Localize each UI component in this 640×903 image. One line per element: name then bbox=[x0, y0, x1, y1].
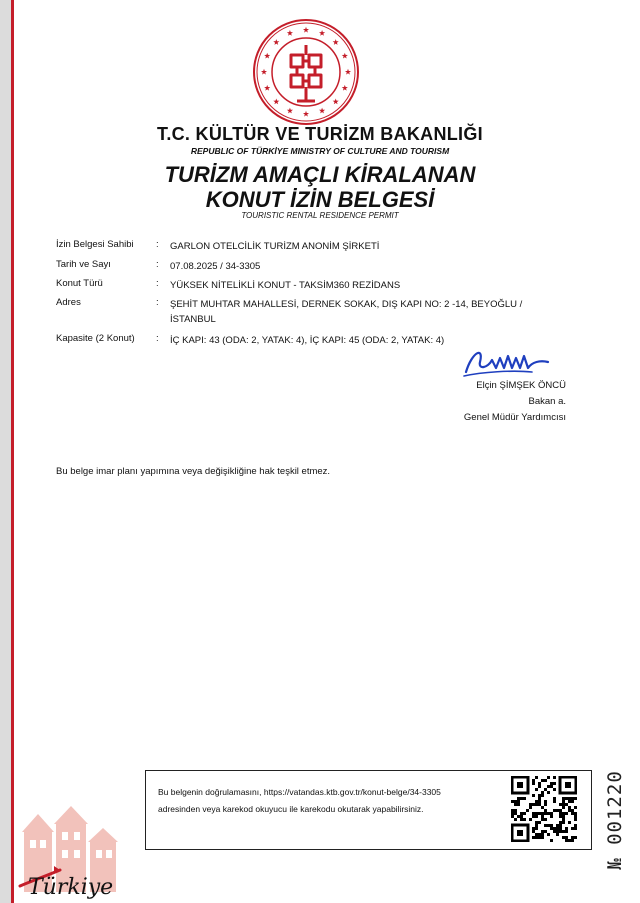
field-value: İÇ KAPI: 43 (ODA: 2, YATAK: 4), İÇ KAPI: 45 (ODA: 2, YATAK: 4) bbox=[170, 335, 445, 346]
turkiye-logo-icon bbox=[14, 800, 134, 900]
document-title-line2: KONUT İZİN BELGESİ bbox=[205, 187, 435, 212]
ministry-name: T.C. KÜLTÜR VE TURİZM BAKANLIĞI bbox=[157, 124, 483, 144]
signatory-name: Elçin ŞİMŞEK ÖNCÜ bbox=[476, 380, 566, 391]
field-label: Konut Türü bbox=[56, 278, 103, 289]
serial-number-text: № 001220 bbox=[604, 770, 626, 870]
field-label: Tarih ve Sayı bbox=[56, 259, 111, 270]
signatory-title: Genel Müdür Yardımcısı bbox=[463, 412, 566, 423]
verification-line2: adresinden veya karekod okuyucu ile karekodu okutarak yapabilirsiniz. bbox=[158, 804, 424, 814]
seal-star-icon bbox=[333, 39, 339, 45]
seal-star-icon bbox=[342, 53, 348, 59]
qr-code-icon[interactable] bbox=[511, 776, 577, 842]
field-residence-type bbox=[56, 278, 576, 293]
field-date-number bbox=[56, 259, 576, 274]
seal-star-icon bbox=[303, 27, 309, 33]
seal-star-icon bbox=[287, 108, 293, 114]
field-value: GARLON OTELCİLİK TURİZM ANONİM ŞİRKETİ bbox=[170, 241, 380, 252]
field-value: YÜKSEK NİTELİKLİ KONUT - TAKSİM360 REZİDANS bbox=[170, 280, 401, 291]
serial-number bbox=[598, 770, 632, 870]
seal-star-icon bbox=[264, 53, 270, 59]
seal-star-icon bbox=[303, 111, 309, 117]
verification-box bbox=[145, 770, 592, 850]
field-separator: : bbox=[156, 259, 159, 270]
seal-star-icon bbox=[273, 99, 279, 105]
seal-star-icon bbox=[264, 85, 270, 91]
field-separator: : bbox=[156, 239, 159, 250]
field-label: Kapasite (2 Konut) bbox=[56, 333, 135, 344]
field-separator: : bbox=[156, 278, 159, 289]
seal-star-icon bbox=[342, 85, 348, 91]
verification-text bbox=[158, 784, 488, 818]
seal-star-icon bbox=[319, 108, 325, 114]
seal-star-icon bbox=[261, 69, 267, 75]
field-value: 07.08.2025 / 34-3305 bbox=[170, 261, 261, 272]
seal-star-icon bbox=[273, 39, 279, 45]
field-separator: : bbox=[156, 297, 159, 308]
seal-star-icon bbox=[287, 30, 293, 36]
document-title-en: TOURISTIC RENTAL RESIDENCE PERMIT bbox=[241, 211, 399, 220]
field-label: Adres bbox=[56, 297, 81, 308]
svg-text:Türkiye: Türkiye bbox=[28, 875, 114, 900]
field-permit-holder bbox=[56, 239, 576, 254]
notice-text: Bu belge imar planı yapımına veya değişikliğine hak teşkil etmez. bbox=[56, 466, 331, 477]
verification-line1: Bu belgenin doğrulamasını, https://vatandas.ktb.gov.tr/konut-belge/34-3305 bbox=[158, 787, 441, 797]
field-separator: : bbox=[156, 333, 159, 344]
field-address bbox=[56, 297, 576, 327]
signatory-on-behalf: Bakan a. bbox=[528, 396, 566, 407]
ministry-seal-icon bbox=[251, 17, 361, 127]
ministry-name-en: REPUBLIC OF TÜRKİYE MINISTRY OF CULTURE AND TOURISM bbox=[190, 146, 450, 156]
signature-mark bbox=[462, 342, 552, 380]
seal-star-icon bbox=[319, 30, 325, 36]
document-title-line1: TURİZM AMAÇLI KİRALANAN bbox=[164, 162, 476, 187]
seal-star-icon bbox=[345, 69, 351, 75]
field-value: ŞEHİT MUHTAR MAHALLESİ, DERNEK SOKAK, DIŞ KAPI NO: 2 -14, BEYOĞLU / İSTANBUL bbox=[170, 299, 523, 325]
seal-star-icon bbox=[333, 99, 339, 105]
field-label: İzin Belgesi Sahibi bbox=[56, 239, 134, 250]
